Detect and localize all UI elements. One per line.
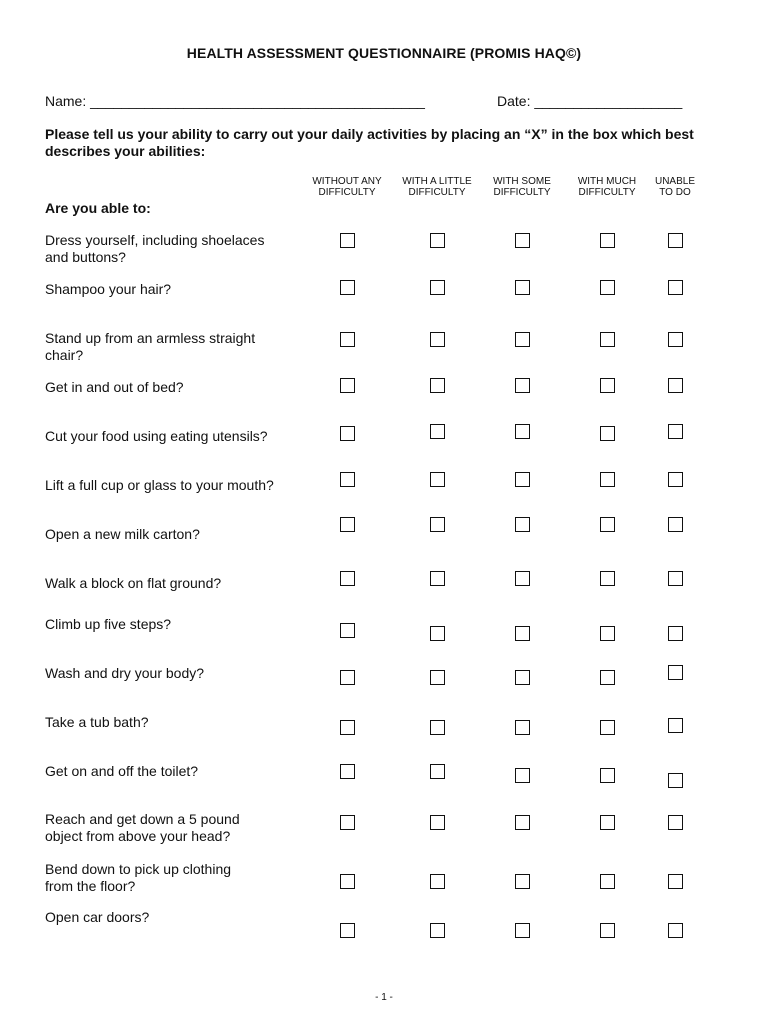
column-header bbox=[493, 176, 551, 198]
answer-checkbox[interactable] bbox=[515, 424, 530, 439]
question-text-line: Climb up five steps? bbox=[45, 616, 172, 632]
answer-checkbox[interactable] bbox=[515, 332, 530, 347]
answer-checkbox[interactable] bbox=[668, 773, 683, 788]
answer-checkbox[interactable] bbox=[515, 923, 530, 938]
answer-checkbox[interactable] bbox=[430, 764, 445, 779]
answer-checkbox[interactable] bbox=[668, 923, 683, 938]
answer-checkbox[interactable] bbox=[430, 332, 445, 347]
answer-checkbox[interactable] bbox=[600, 332, 615, 347]
question-label bbox=[45, 281, 295, 298]
question-text-line: Open car doors? bbox=[45, 909, 150, 925]
section-label: Are you able to: bbox=[45, 200, 151, 216]
answer-checkbox[interactable] bbox=[340, 332, 355, 347]
question-label bbox=[45, 811, 295, 845]
question-text-line: Lift a full cup or glass to your mouth? bbox=[45, 477, 274, 493]
question-label bbox=[45, 616, 295, 633]
answer-checkbox[interactable] bbox=[340, 280, 355, 295]
answer-checkbox[interactable] bbox=[340, 571, 355, 586]
answer-checkbox[interactable] bbox=[430, 280, 445, 295]
column-header-line: WITHOUT ANY bbox=[312, 176, 382, 187]
question-text-line: Take a tub bath? bbox=[45, 714, 149, 730]
question-label bbox=[45, 477, 295, 494]
question-label bbox=[45, 232, 295, 266]
question-label bbox=[45, 909, 295, 926]
answer-checkbox[interactable] bbox=[668, 665, 683, 680]
answer-checkbox[interactable] bbox=[340, 923, 355, 938]
answer-checkbox[interactable] bbox=[430, 472, 445, 487]
question-text-line: Shampoo your hair? bbox=[45, 281, 172, 297]
answer-checkbox[interactable] bbox=[668, 424, 683, 439]
answer-checkbox[interactable] bbox=[600, 233, 615, 248]
answer-checkbox[interactable] bbox=[515, 280, 530, 295]
answer-checkbox[interactable] bbox=[515, 768, 530, 783]
answer-checkbox[interactable] bbox=[515, 571, 530, 586]
question-text-line: Dress yourself, including shoelaces bbox=[45, 232, 265, 248]
answer-checkbox[interactable] bbox=[430, 815, 445, 830]
answer-checkbox[interactable] bbox=[668, 517, 683, 532]
answer-checkbox[interactable] bbox=[430, 670, 445, 685]
column-header-line: WITH MUCH bbox=[577, 176, 637, 187]
answer-checkbox[interactable] bbox=[515, 815, 530, 830]
answer-checkbox[interactable] bbox=[515, 517, 530, 532]
answer-checkbox[interactable] bbox=[515, 626, 530, 641]
answer-checkbox[interactable] bbox=[668, 233, 683, 248]
answer-checkbox[interactable] bbox=[668, 332, 683, 347]
question-text-line: Open a new milk carton? bbox=[45, 526, 200, 542]
answer-checkbox[interactable] bbox=[600, 720, 615, 735]
answer-checkbox[interactable] bbox=[340, 623, 355, 638]
date-field[interactable]: Date: ___________________ bbox=[497, 93, 683, 109]
answer-checkbox[interactable] bbox=[668, 874, 683, 889]
answer-checkbox[interactable] bbox=[600, 517, 615, 532]
column-header bbox=[578, 176, 636, 198]
answer-checkbox[interactable] bbox=[600, 426, 615, 441]
answer-checkbox[interactable] bbox=[668, 472, 683, 487]
question-text-line: Reach and get down a 5 pound bbox=[45, 811, 240, 827]
answer-checkbox[interactable] bbox=[340, 472, 355, 487]
answer-checkbox[interactable] bbox=[668, 571, 683, 586]
question-label bbox=[45, 379, 295, 396]
question-text-line: Get on and off the toilet? bbox=[45, 763, 199, 779]
question-text-line: Get in and out of bed? bbox=[45, 379, 184, 395]
page-number: - 1 - bbox=[375, 992, 393, 1003]
answer-checkbox[interactable] bbox=[515, 472, 530, 487]
question-text-line: Wash and dry your body? bbox=[45, 665, 205, 681]
answer-checkbox[interactable] bbox=[515, 874, 530, 889]
answer-checkbox[interactable] bbox=[430, 874, 445, 889]
column-header bbox=[312, 176, 381, 198]
answer-checkbox[interactable] bbox=[600, 670, 615, 685]
answer-checkbox[interactable] bbox=[600, 378, 615, 393]
question-text-line: from the floor? bbox=[45, 878, 136, 894]
question-text-line: Stand up from an armless straight chair? bbox=[45, 330, 256, 363]
answer-checkbox[interactable] bbox=[340, 670, 355, 685]
answer-checkbox[interactable] bbox=[340, 764, 355, 779]
answer-checkbox[interactable] bbox=[340, 378, 355, 393]
answer-checkbox[interactable] bbox=[515, 720, 530, 735]
answer-checkbox[interactable] bbox=[668, 280, 683, 295]
question-label bbox=[45, 575, 295, 592]
column-header-line: UNABLE bbox=[654, 176, 696, 187]
column-header-line: WITH SOME bbox=[493, 176, 551, 187]
column-header-line: DIFFICULTY bbox=[408, 187, 466, 198]
answer-checkbox[interactable] bbox=[600, 923, 615, 938]
question-text-line: Bend down to pick up clothing bbox=[45, 861, 232, 877]
column-header-line: TO DO bbox=[659, 187, 691, 198]
question-label bbox=[45, 763, 295, 780]
answer-checkbox[interactable] bbox=[430, 517, 445, 532]
answer-checkbox[interactable] bbox=[340, 426, 355, 441]
answer-checkbox[interactable] bbox=[668, 718, 683, 733]
column-header bbox=[402, 176, 471, 198]
answer-checkbox[interactable] bbox=[600, 874, 615, 889]
answer-checkbox[interactable] bbox=[668, 626, 683, 641]
answer-checkbox[interactable] bbox=[430, 378, 445, 393]
answer-checkbox[interactable] bbox=[340, 517, 355, 532]
question-label bbox=[45, 526, 295, 543]
answer-checkbox[interactable] bbox=[430, 626, 445, 641]
question-label bbox=[45, 714, 295, 731]
question-label bbox=[45, 665, 295, 682]
answer-checkbox[interactable] bbox=[430, 720, 445, 735]
question-label bbox=[45, 861, 295, 895]
column-header-line: DIFFICULTY bbox=[318, 187, 376, 198]
answer-checkbox[interactable] bbox=[340, 815, 355, 830]
question-text-line: and buttons? bbox=[45, 249, 126, 265]
answer-checkbox[interactable] bbox=[515, 378, 530, 393]
column-header-line: DIFFICULTY bbox=[493, 187, 551, 198]
answer-checkbox[interactable] bbox=[668, 378, 683, 393]
answer-checkbox[interactable] bbox=[600, 280, 615, 295]
question-label bbox=[45, 330, 295, 364]
name-field[interactable]: Name: ___________________________________________ bbox=[45, 93, 425, 109]
answer-checkbox[interactable] bbox=[430, 923, 445, 938]
page-title: HEALTH ASSESSMENT QUESTIONNAIRE (PROMIS HAQ©) bbox=[186, 45, 582, 61]
question-text-line: object from above your head? bbox=[45, 828, 231, 844]
answer-checkbox[interactable] bbox=[430, 424, 445, 439]
answer-checkbox[interactable] bbox=[340, 720, 355, 735]
answer-checkbox[interactable] bbox=[600, 472, 615, 487]
question-text-line: Walk a block on flat ground? bbox=[45, 575, 222, 591]
answer-checkbox[interactable] bbox=[668, 815, 683, 830]
answer-checkbox[interactable] bbox=[600, 815, 615, 830]
answer-checkbox[interactable] bbox=[515, 670, 530, 685]
answer-checkbox[interactable] bbox=[515, 233, 530, 248]
question-label bbox=[45, 428, 295, 445]
answer-checkbox[interactable] bbox=[600, 571, 615, 586]
answer-checkbox[interactable] bbox=[430, 571, 445, 586]
answer-checkbox[interactable] bbox=[600, 626, 615, 641]
answer-checkbox[interactable] bbox=[430, 233, 445, 248]
answer-checkbox[interactable] bbox=[340, 233, 355, 248]
column-header-line: WITH A LITTLE bbox=[402, 176, 472, 187]
answer-checkbox[interactable] bbox=[600, 768, 615, 783]
answer-checkbox[interactable] bbox=[340, 874, 355, 889]
question-text-line: Cut your food using eating utensils? bbox=[45, 428, 268, 444]
column-header-line: DIFFICULTY bbox=[578, 187, 636, 198]
column-header bbox=[655, 176, 695, 198]
instructions: Please tell us your ability to carry out your daily activities by placing an “X” in the box which best describes your abilities: bbox=[45, 126, 694, 159]
